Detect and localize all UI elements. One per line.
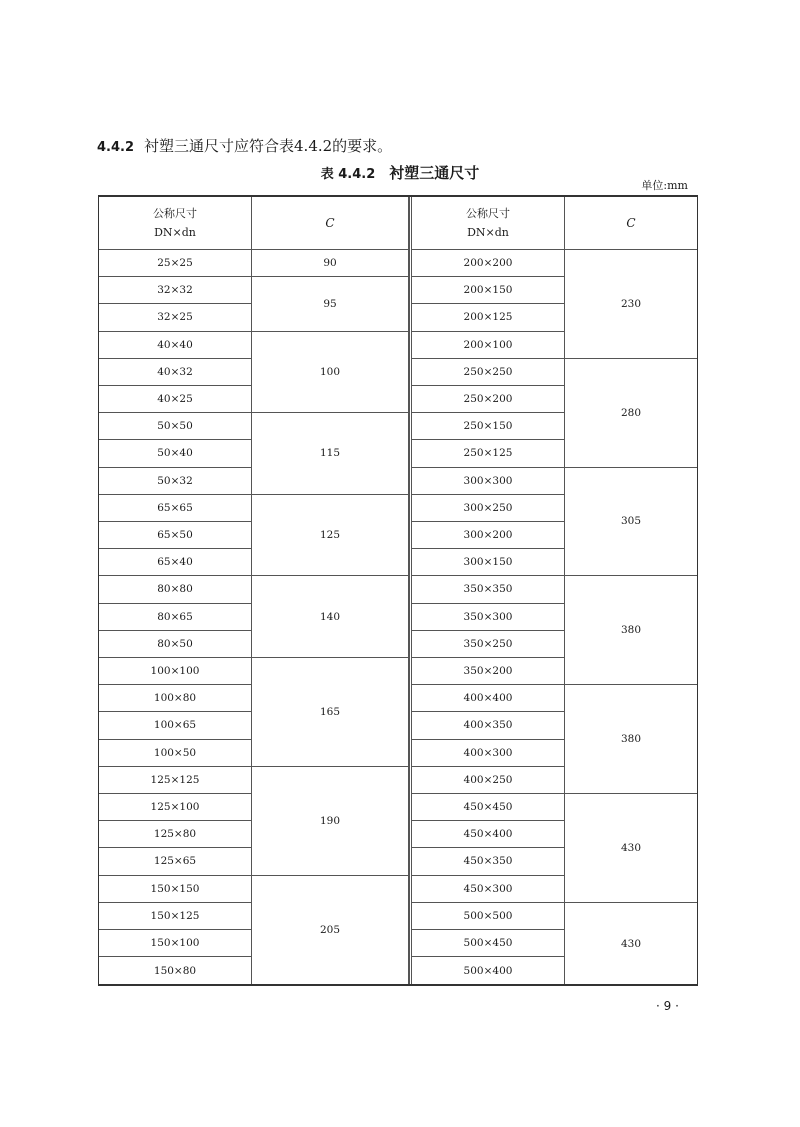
right-size-cell: 250×250 (412, 359, 565, 386)
right-size-cell: 250×150 (412, 413, 565, 440)
left-size-cell: 100×100 (99, 658, 252, 685)
right-size-cell: 200×150 (412, 277, 565, 304)
left-size-cell: 40×40 (99, 332, 252, 359)
right-size-cell: 350×250 (412, 631, 565, 658)
header-left-size (99, 197, 252, 250)
left-size-cell: 125×65 (99, 848, 252, 875)
right-size-cell: 400×400 (412, 685, 565, 712)
right-size-cell: 400×250 (412, 767, 565, 794)
left-size-cell: 50×40 (99, 440, 252, 467)
left-size-cell: 150×150 (99, 876, 252, 903)
right-size-cell: 300×150 (412, 549, 565, 576)
left-size-cell: 150×125 (99, 903, 252, 930)
dimension-table (98, 195, 698, 986)
left-size-cell: 100×65 (99, 712, 252, 739)
right-size-cell: 500×400 (412, 957, 565, 984)
right-size-cell: 200×100 (412, 332, 565, 359)
right-size-cell: 300×300 (412, 468, 565, 495)
right-size-cell: 450×300 (412, 876, 565, 903)
right-size-cell: 250×125 (412, 440, 565, 467)
header-right-size (412, 197, 565, 250)
left-size-cell: 100×80 (99, 685, 252, 712)
unit-label: 单位:mm (641, 179, 688, 192)
right-size-cell: 450×450 (412, 794, 565, 821)
left-size-cell: 50×50 (99, 413, 252, 440)
right-size-cell: 500×450 (412, 930, 565, 957)
clause-text (97, 135, 392, 156)
left-c-cell: 125 (252, 495, 409, 577)
left-size-cell: 150×80 (99, 957, 252, 984)
left-size-cell: 100×50 (99, 740, 252, 767)
left-size-cell: 125×125 (99, 767, 252, 794)
left-size-cell: 65×65 (99, 495, 252, 522)
right-size-cell: 250×200 (412, 386, 565, 413)
right-size-cell: 200×125 (412, 304, 565, 331)
left-size-cell: 65×50 (99, 522, 252, 549)
left-size-cell: 80×50 (99, 631, 252, 658)
left-size-cell: 80×80 (99, 576, 252, 603)
left-c-cell: 95 (252, 277, 409, 331)
left-size-cell: 150×100 (99, 930, 252, 957)
right-c-cell: 230 (565, 250, 697, 359)
left-c-cell: 90 (252, 250, 409, 277)
right-c-cell: 380 (565, 685, 697, 794)
right-c-cell: 380 (565, 576, 697, 685)
left-size-cell: 80×65 (99, 604, 252, 631)
left-size-cell: 32×25 (99, 304, 252, 331)
right-size-cell: 350×350 (412, 576, 565, 603)
right-c-cell: 305 (565, 468, 697, 577)
left-c-cell: 115 (252, 413, 409, 495)
left-size-cell: 65×40 (99, 549, 252, 576)
left-c-cell: 100 (252, 332, 409, 414)
clause-body: 衬塑三通尺寸应符合表4.4.2的要求。 (144, 137, 393, 155)
right-size-cell: 200×200 (412, 250, 565, 277)
right-size-cell: 450×350 (412, 848, 565, 875)
page-number: · 9 · (656, 999, 679, 1013)
header-left-size-line1: 公称尺寸 (153, 207, 197, 220)
left-c-cell: 190 (252, 767, 409, 876)
header-left-size-line2: DN×dn (154, 226, 196, 239)
header-right-c: C (565, 197, 697, 250)
left-size-cell: 50×32 (99, 468, 252, 495)
left-size-cell: 40×25 (99, 386, 252, 413)
right-size-cell: 400×300 (412, 740, 565, 767)
right-c-cell: 280 (565, 359, 697, 468)
left-size-cell: 125×80 (99, 821, 252, 848)
right-c-cell: 430 (620, 937, 642, 950)
right-size-cell: 400×350 (412, 712, 565, 739)
right-size-cell: 350×300 (412, 604, 565, 631)
header-right-size-line2: DN×dn (467, 226, 509, 239)
header-left-c: C (252, 197, 409, 250)
left-size-cell: 25×25 (99, 250, 252, 277)
left-c-cell: 205 (252, 876, 409, 985)
right-size-cell: 300×200 (412, 522, 565, 549)
left-c-cell: 165 (252, 658, 409, 767)
right-c-cell: 430 (565, 794, 697, 903)
left-size-cell: 125×100 (99, 794, 252, 821)
left-size-cell: 40×32 (99, 359, 252, 386)
right-size-cell: 350×200 (412, 658, 565, 685)
table-title: 衬塑三通尺寸 (389, 164, 480, 182)
left-size-cell: 32×32 (99, 277, 252, 304)
table-number: 表 4.4.2 (320, 167, 376, 182)
right-size-cell: 300×250 (412, 495, 565, 522)
header-right-size-line1: 公称尺寸 (466, 207, 510, 220)
left-c-cell: 140 (252, 576, 409, 658)
clause-number: 4.4.2 (97, 140, 135, 155)
right-size-cell: 500×500 (412, 903, 565, 930)
right-size-cell: 450×400 (412, 821, 565, 848)
